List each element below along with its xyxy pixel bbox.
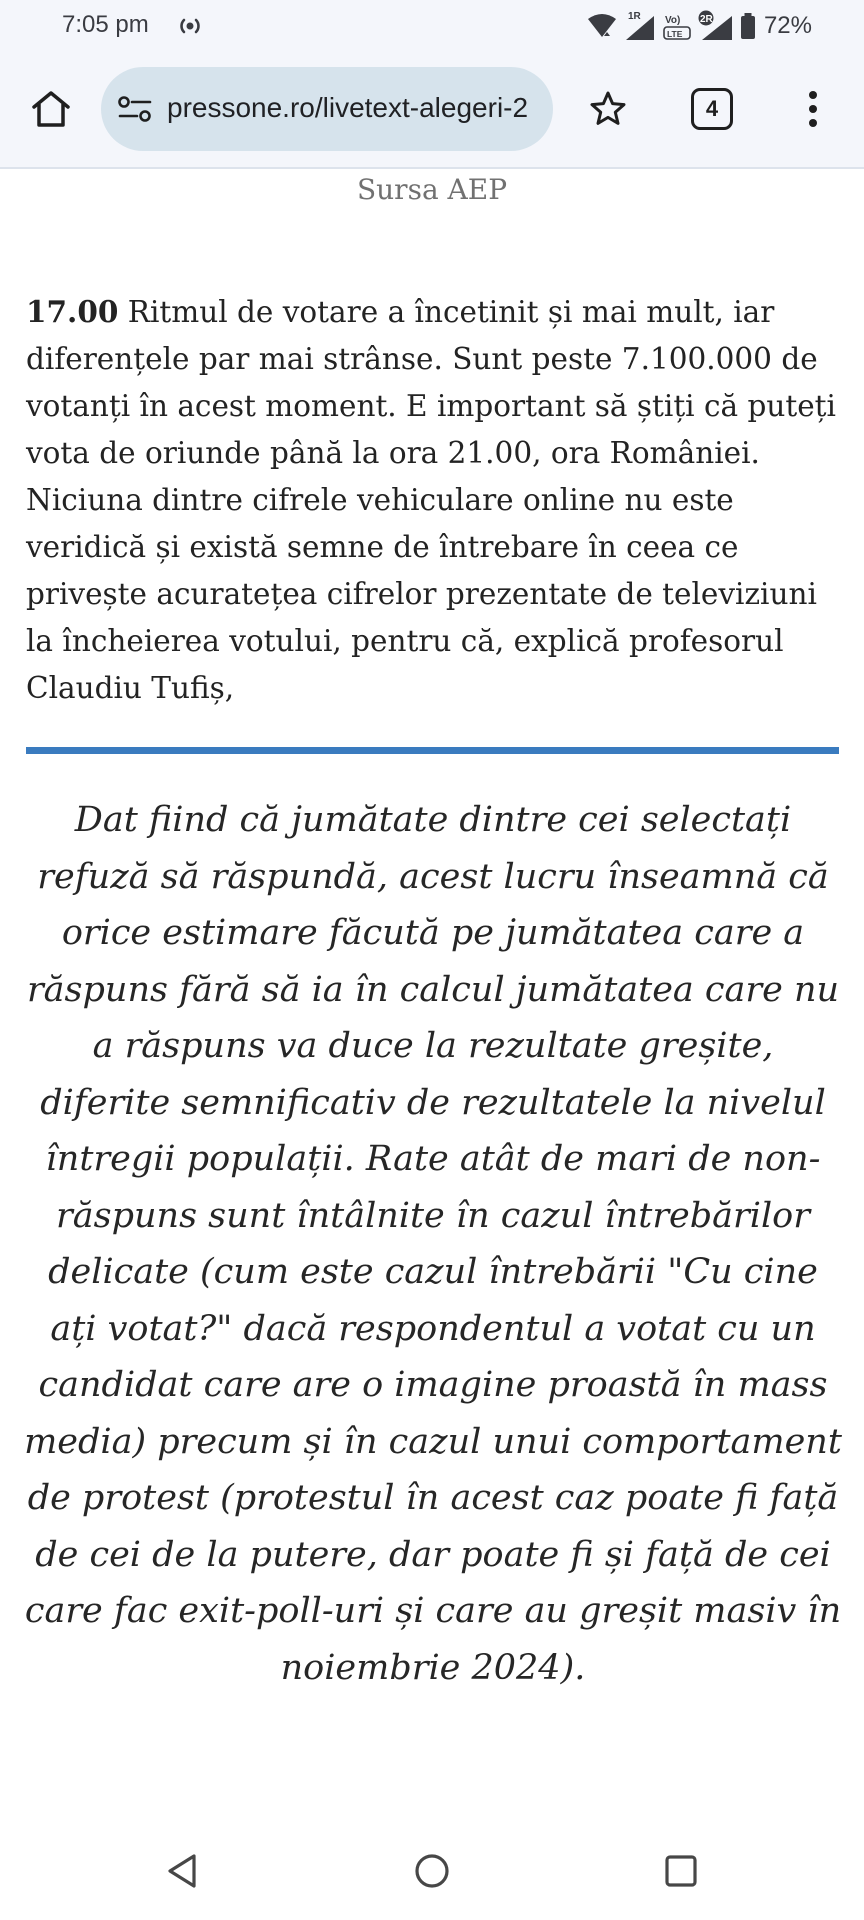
home-circle-icon (413, 1852, 451, 1890)
tab-switcher-button[interactable]: 4 (691, 88, 733, 130)
update-time: 17.00 (26, 294, 119, 329)
image-source-caption: Sursa AEP (356, 173, 508, 206)
svg-text:LTE: LTE (666, 29, 683, 39)
wifi-icon (586, 12, 618, 40)
url-text[interactable]: pressone.ro/livetext-alegeri-2 (167, 92, 529, 123)
bookmark-button[interactable] (585, 86, 631, 132)
update-body: Ritmul de votare a încetinit și mai mult, iar diferențele par mai strânse. Sunt peste 7.100.000 de votanți în acest moment. E important să știți că puteți vota de oriunde până la ora 21.00, ora României. Niciuna dintre cifrele vehiculare online nu este veridică și există semne de întrebare în ceea ce privește acuratețea cifrelor prezentate de televiziuni la încheierea votului, pentru că, explică profesorul Claudiu Tufiș, (26, 295, 836, 705)
svg-text:2R: 2R (699, 14, 713, 25)
quote-divider (26, 747, 839, 754)
browser-chrome (0, 0, 864, 169)
status-bar (0, 0, 864, 52)
more-options-button[interactable] (796, 86, 830, 132)
back-triangle-icon (164, 1852, 200, 1890)
svg-text:1R: 1R (627, 11, 641, 22)
blockquote: Dat fiind că jumătate dintre cei selectați refuză să răspundă, acest lucru înseamnă că orice estimare făcută pe jumătatea care a răspuns fără să ia în calcul jumătatea care nu a răspuns va duce la rezultate greșite, diferite semnificativ de rezultatele la nivelul întregii populații. Rate atât de mari de non-răspuns sunt întâlnite în cazul întrebărilor delicate (cum este cazul întrebării "Cu cine ați votat?" dacă respondentul a votat cu un candidat care are o imagine proastă în mass media) precum și în cazul unui comportament de protest (protestul în acest caz poate fi față de cei de la putere, dar poate fi și față de cei care fac exit-poll-uri și care au greșit masiv în noiembrie 2024). (24, 800, 842, 1688)
back-button[interactable] (160, 1849, 204, 1893)
battery-icon (740, 12, 756, 40)
battery-percent: 72% (763, 12, 812, 39)
home-button[interactable] (28, 86, 74, 132)
signal-2r-icon (696, 10, 736, 42)
status-time: 7:05 pm (62, 11, 149, 38)
home-icon (30, 89, 72, 129)
kebab-menu-icon (807, 89, 819, 129)
star-icon (588, 89, 628, 129)
recents-button[interactable] (659, 1849, 703, 1893)
address-bar[interactable] (101, 67, 553, 151)
svg-text:Vo): Vo) (664, 15, 681, 26)
signal-1r-icon (622, 10, 658, 42)
recents-square-icon (663, 1853, 699, 1889)
toolbar (0, 66, 864, 152)
system-navigation-bar (0, 1822, 864, 1920)
volte-icon (662, 11, 692, 41)
home-nav-button[interactable] (410, 1849, 454, 1893)
hotspot-icon (176, 12, 204, 40)
status-icons (586, 8, 812, 44)
site-settings-icon[interactable] (117, 94, 153, 124)
live-update-paragraph (26, 288, 842, 712)
